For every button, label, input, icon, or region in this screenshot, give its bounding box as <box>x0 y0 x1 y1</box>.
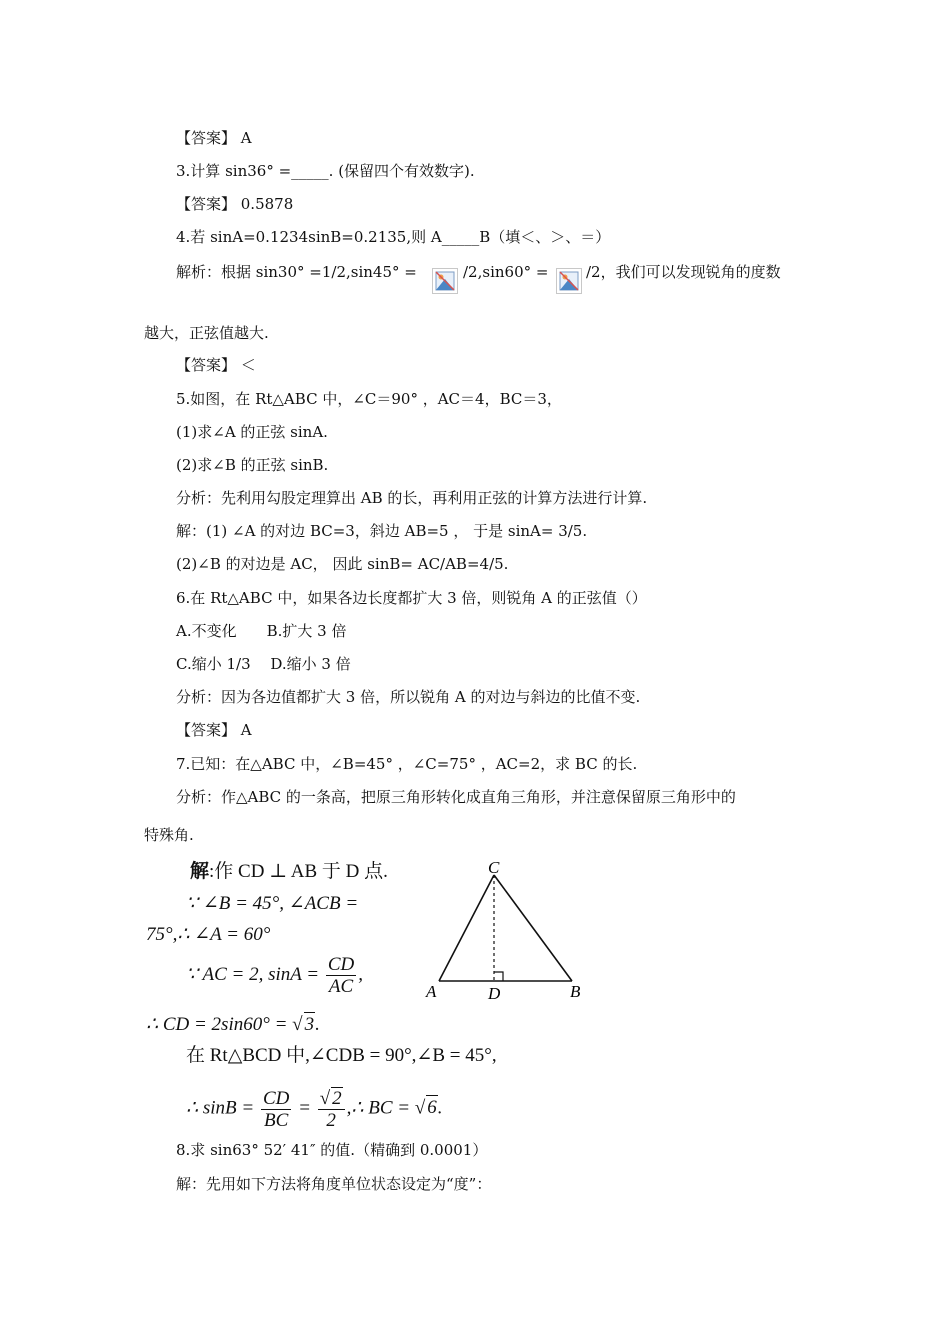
answer-q4: 【答案】 ＜ <box>176 356 256 374</box>
solution-line-4-suffix: , <box>358 963 364 985</box>
q6-analysis: 分析：因为各边值都扩大 3 倍，所以锐角 A 的对边与斜边的比值不变. <box>176 688 641 706</box>
solution-line-1-text: :作 CD ⊥ AB 于 D 点. <box>209 861 388 882</box>
fraction-denominator: BC <box>264 1109 289 1131</box>
solution-line-4 <box>186 954 363 997</box>
q7-analysis-continued: 特殊角. <box>144 826 194 844</box>
solution-line-1 <box>190 860 388 884</box>
vertex-label-a: A <box>426 982 437 1001</box>
fraction-numerator: CD <box>262 1087 290 1109</box>
solution-line-5 <box>146 1012 320 1037</box>
sqrt-radicand: 2 <box>332 1088 342 1109</box>
broken-image-icon <box>432 268 458 294</box>
equals-sign: = <box>298 1097 311 1119</box>
solution-jie-label: 解 <box>190 861 210 882</box>
fraction-sqrt2-over-2 <box>318 1087 345 1131</box>
solution-line-7-prefix: ∴ sinB = <box>186 1097 255 1119</box>
q5-solution-2: (2)∠B 的对边是 AC， 因此 sinB= AC/AB=4/5. <box>176 555 509 573</box>
solution-line-5-suffix: . <box>315 1014 320 1035</box>
question-6: 6.在 Rt△ABC 中，如果各边长度都扩大 3 倍，则锐角 A 的正弦值（） <box>176 589 647 607</box>
q4-analysis-part-c: /2，我们可以发现锐角的度数 <box>586 263 781 281</box>
solution-line-5-prefix: ∴ CD = 2sin60° = <box>146 1014 288 1035</box>
solution-line-6: 在 Rt△BCD 中,∠CDB = 90°,∠B = 45°, <box>186 1045 497 1066</box>
fraction-denominator: AC <box>328 976 354 997</box>
broken-image-icon <box>556 268 582 294</box>
solution-line-3: 75°,∴ ∠A = 60° <box>146 924 271 945</box>
vertex-label-b: B <box>570 982 581 1001</box>
solution-line-7-middle: ,∴ BC = <box>346 1097 411 1119</box>
q8-solution: 解：先用如下方法将角度单位状态设定为“度”： <box>176 1175 492 1193</box>
right-angle-marker <box>494 972 503 981</box>
fraction-denominator: 2 <box>326 1110 336 1131</box>
solution-line-7-suffix: . <box>437 1097 443 1119</box>
side-cb <box>494 875 572 981</box>
question-5: 5.如图，在 Rt△ABC 中，∠C＝90° ，AC＝4，BC＝3， <box>176 390 562 408</box>
q5-analysis: 分析：先利用勾股定理算出 AB 的长，再利用正弦的计算方法进行计算. <box>176 489 648 507</box>
fraction-cd-over-bc <box>261 1088 291 1131</box>
solution-line-7 <box>186 1087 443 1131</box>
question-3: 3.计算 sin36° =_____. (保留四个有效数字). <box>176 162 475 180</box>
q6-options-ab: A.不变化 B.扩大 3 倍 <box>176 622 347 640</box>
solution-line-4-prefix: ∵ AC = 2, sinA = <box>186 963 320 985</box>
fraction-cd-over-ac <box>326 954 356 997</box>
question-8: 8.求 sin63° 52′ 41″ 的值.（精确到 0.0001） <box>176 1141 488 1159</box>
q5-solution-1: 解：(1) ∠A 的对边 BC=3，斜边 AB=5 ， 于是 sinA= 3/5. <box>176 522 588 540</box>
sqrt-radicand: 3 <box>304 1014 315 1035</box>
solution-line-2: ∵ ∠B = 45°, ∠ACB = <box>186 893 359 914</box>
question-5-part-1: (1)求∠A 的正弦 sinA. <box>176 423 328 441</box>
sqrt-radicand: 6 <box>427 1097 437 1119</box>
side-ca <box>439 875 494 981</box>
vertex-label-c: C <box>488 858 500 877</box>
answer-label: 【答案】 A <box>176 129 252 147</box>
answer-q3: 【答案】 0.5878 <box>176 195 294 213</box>
q7-analysis: 分析：作△ABC 的一条高，把原三角形转化成直角三角形，并注意保留原三角形中的 <box>176 788 736 806</box>
question-4: 4.若 sinA=0.1234sinB=0.2135,则 A_____B（填＜、＞、＝） <box>176 228 611 246</box>
q6-options-cd: C.缩小 1/3 D.缩小 3 倍 <box>176 655 351 673</box>
sqrt-symbol: √ <box>292 1014 303 1035</box>
sqrt-symbol: √ <box>414 1097 426 1119</box>
point-label-d: D <box>488 984 501 1003</box>
fraction-numerator: CD <box>327 954 355 975</box>
q4-analysis-part-b: /2,sin60° = <box>463 263 549 281</box>
question-7: 7.已知：在△ABC 中，∠B=45° ，∠C=75° ，AC=2，求 BC 的长. <box>176 755 638 773</box>
fraction-numerator: √ 2 <box>318 1087 345 1110</box>
answer-q6: 【答案】 A <box>176 721 252 739</box>
q4-analysis-continued: 越大，正弦值越大. <box>144 324 269 342</box>
question-5-part-2: (2)求∠B 的正弦 sinB. <box>176 456 329 474</box>
triangle-figure <box>420 855 595 1005</box>
q4-analysis-part-a: 解析：根据 sin30° =1/2,sin45° = <box>176 263 417 281</box>
